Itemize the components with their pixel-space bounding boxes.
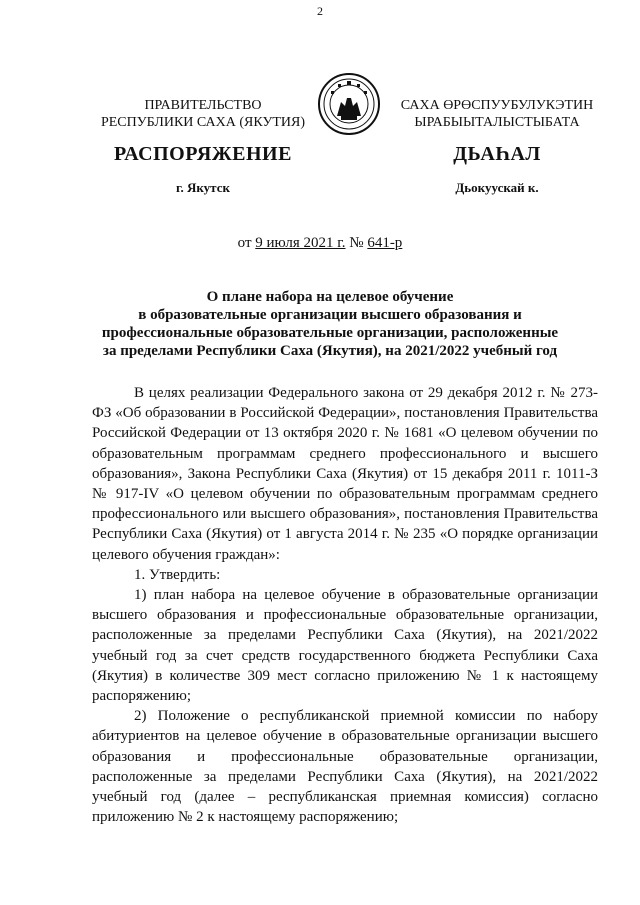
document-date: 9 июля 2021 г. — [255, 235, 346, 251]
city-ru: г. Якутск — [176, 180, 230, 195]
dateline-number-prefix: № — [345, 235, 368, 251]
doc-type-sah: ДЬАҺАЛ — [453, 143, 541, 165]
preamble-paragraph: В целях реализации Федерального закона от 29 декабря 2012 г. № 273-ФЗ «Об образовании в Российской Федерации», постановления Правительства Российской Федерации от 13 октября 2020 г. № 1681 «О целевом обучении по образовательным программам среднего профессионального и высшего образования», Закона Республики Саха (Якутия) от 15 декабря 2011 г. 1011-З № 917-IV «О целевом обучении по образовательным программам среднего профессионального или высшего образования», постановления Правительства Республики Саха (Якутия) от 1 августа 2014 г. № 235 «О порядке организации целевого обучения граждан»: — [92, 385, 598, 563]
issuer-sah — [392, 97, 602, 131]
issuer-sah-line1: САХА ӨРӨСПУУБУЛУКЭТИН — [400, 98, 594, 113]
page-number: 2 — [317, 4, 323, 18]
dateline-prefix: от — [237, 235, 256, 251]
clause-1-item-2: 2) Положение о республиканской приемной комиссии по набору абитуриентов на целевое обучение в образовательные организации высшего образования и профессиональные образовательные организации, расположенные за пределами Республики Саха (Якутия), на 2021/2022 учебный год (далее – республиканская приемная комиссия) согласно приложению № 2 к настоящему распоряжению; — [92, 708, 598, 826]
clause-1: 1. Утвердить: — [134, 566, 221, 583]
document-body — [92, 383, 598, 827]
title-line: в образовательные организации высшего образования и — [138, 307, 522, 323]
title-line: О плане набора на целевое обучение — [206, 289, 454, 305]
title-line: профессиональные образовательные организации, расположенные — [101, 325, 559, 341]
issuer-ru-line2: РЕСПУБЛИКИ САХА (ЯКУТИЯ) — [100, 115, 306, 130]
document-dateline — [0, 235, 640, 252]
issuer-ru-line1: ПРАВИТЕЛЬСТВО — [144, 98, 262, 113]
issuer-ru — [78, 97, 328, 131]
document-title — [80, 288, 580, 360]
issuer-sah-line2: ЫРАБЫЫТАЛЫСТЫБАТА — [414, 115, 580, 130]
coat-of-arms-seal — [317, 72, 381, 136]
clause-1-item-1: 1) план набора на целевое обучение в образовательные организации высшего образования и профессиональные образовательные организации, расположенные за пределами Республики Саха (Якутия), на 2021/2022 учебный год за счет средств государственного бюджета Республики Саха (Якутия) в количестве 309 мест согласно приложению № 1 к настоящему распоряжению; — [92, 587, 598, 705]
document-number: 641-р — [367, 235, 403, 251]
doc-type-ru: РАСПОРЯЖЕНИЕ — [114, 143, 292, 165]
title-line: за пределами Республики Саха (Якутия), на 2021/2022 учебный год — [102, 343, 558, 359]
city-sah: Дьокуускай к. — [455, 180, 539, 195]
